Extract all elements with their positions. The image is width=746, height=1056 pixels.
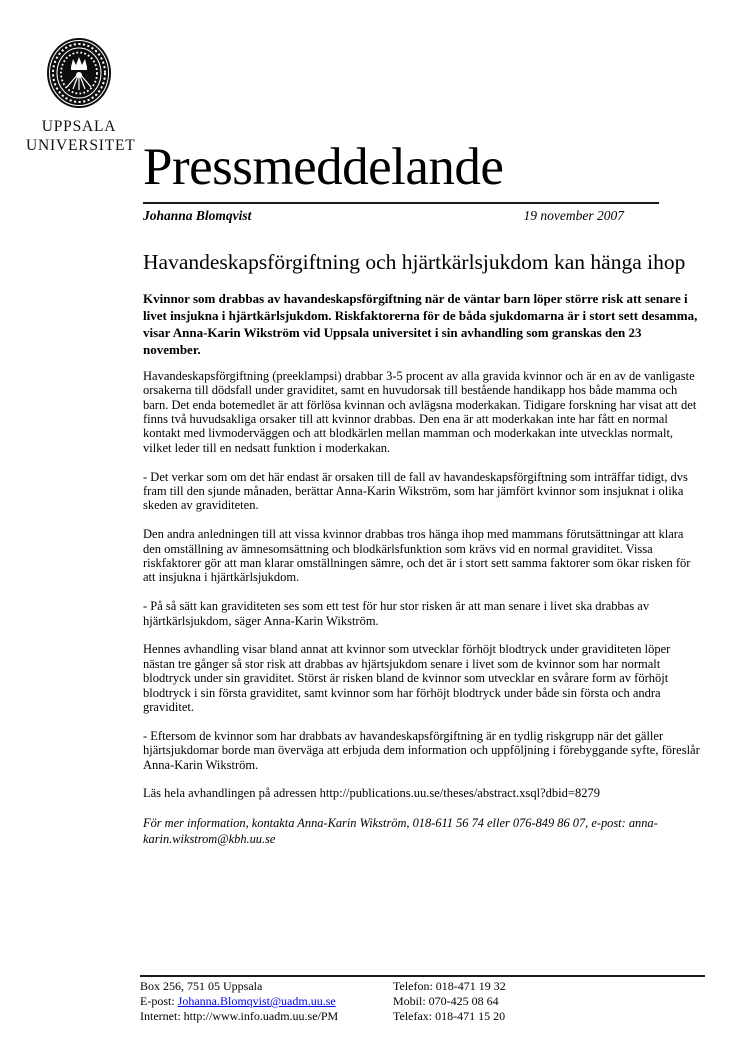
body-paragraph: - På så sätt kan graviditeten ses som ett test för hur stor risken är att man senare i livet ska drabbas av hjärtkärlsjukdom, säger Anna-Karin Wikström. — [143, 599, 650, 628]
footer-address: Box 256, 751 05 Uppsala — [140, 979, 263, 993]
university-seal-icon — [46, 37, 112, 109]
article-headline: Havandeskapsförgiftning och hjärtkärlsjukdom kan hänga ihop — [143, 250, 686, 274]
footer-email-label: E-post: — [140, 994, 178, 1008]
thesis-url-line: Läs hela avhandlingen på adressen http://publications.uu.se/theses/abstract.xsql?dbid=8279 — [143, 786, 600, 801]
header-divider — [143, 202, 659, 204]
body-paragraph: Havandeskapsförgiftning (preeklampsi) drabbar 3-5 procent av alla gravida kvinnor och är en av de vanligaste orsakerna till dödsfall under graviditet, samt en huvudorsak till bestående handikapp hos både mamma och barn. Det enda botemedlet är att förlösa kvinnan och avlägsna moderkakan. Tidigare forskning har visat att det finns två huvudsakliga orsaker till att kvinnor drabbas. Den ena är att moderkakan inte har fått en normal kontakt med livmoderväggen och att blodkärlen mellan mamman och moderkakan inte utvecklas normalt, vilket leder till en nedsatt funktion i moderkakan. — [143, 368, 697, 455]
footer-fax: Telefax: 018-471 15 20 — [393, 1009, 506, 1023]
wordmark-line1: UPPSALA — [41, 118, 117, 135]
byline-author: Johanna Blomqvist — [143, 208, 252, 223]
footer-email-link[interactable]: Johanna.Blomqvist@uadm.uu.se — [177, 994, 336, 1008]
page-title: Pressmeddelande — [143, 138, 504, 196]
footer-columns — [140, 979, 705, 1024]
byline — [143, 207, 624, 224]
contact-note: För mer information, kontakta Anna-Karin Wikström, 018-611 56 74 eller 076-849 86 07, e-post: anna-karin.wikstrom@kbh.uu.se — [143, 816, 658, 847]
wordmark-line2: UNIVERSITET — [26, 137, 136, 154]
footer-address-column — [140, 979, 393, 1024]
footer-mobile: Mobil: 070-425 08 64 — [393, 994, 499, 1008]
footer-email-row — [140, 994, 393, 1009]
footer-divider — [140, 975, 705, 977]
footer-internet: Internet: http://www.info.uadm.uu.se/PM — [140, 1009, 339, 1023]
footer-phone: Telefon: 018-471 19 32 — [393, 979, 506, 993]
article-paragraphs — [143, 369, 700, 772]
body-paragraph: - Det verkar som om det här endast är orsaken till de fall av havandeskapsförgiftning som inträffar tidigt, dvs fram till den sjunde månaden, berättar Anna-Karin Wikström, som har jämfört kvinnor som insjuknat i olika skeden av graviditeten. — [143, 469, 688, 513]
article-lead: Kvinnor som drabbas av havandeskapsförgiftning när de väntar barn löper större risk att senare i livet insjukna i hjärtkärlsjukdom. Riskfaktorerna för de båda sjukdomarna är i stort sett desamma, visar Anna-Karin Wikström vid Uppsala universitet i sin avhandling som granskas den 23 november. — [143, 290, 698, 358]
page-footer — [140, 975, 705, 1024]
body-paragraph: Den andra anledningen till att vissa kvinnor drabbas tros hänga ihop med mammans förutsättningar att klara den omställning av ämnesomsättning och blodkärlsfunktion som krävs vid en normal graviditet. Vissa riskfaktorer gör att man klarar omställningen sämre, och det är i stort sett samma faktorer som ökar risken för att insjukna i hjärtkärlsjukdom. — [143, 527, 691, 585]
body-paragraph: - Eftersom de kvinnor som har drabbats av havandeskapsförgiftning är en tydlig riskgrupp när det gäller hjärtsjukdomar borde man överväga att erbjuda dem information och uppföljning i förebyggande syfte, föreslår Anna-Karin Wikström. — [143, 728, 700, 772]
body-paragraph: Hennes avhandling visar bland annat att kvinnor som utvecklar förhöjt blodtryck under graviditeten löper nästan tre gånger så stor risk att drabbas av hjärtsjukdom senare i livet som de kvinnor som har normalt blodtryck under sin graviditet. Störst är risken bland de kvinnor som utvecklar en svårare form av förhöjt blodtryck i sin första graviditet, samt kvinnor som har förhöjt blodtryck under både sin första och andra graviditet. — [143, 642, 671, 714]
university-logo — [26, 37, 136, 155]
document-body — [143, 136, 700, 847]
university-wordmark — [26, 117, 136, 155]
byline-date: 19 november 2007 — [523, 208, 624, 223]
footer-phone-column — [393, 979, 705, 1024]
